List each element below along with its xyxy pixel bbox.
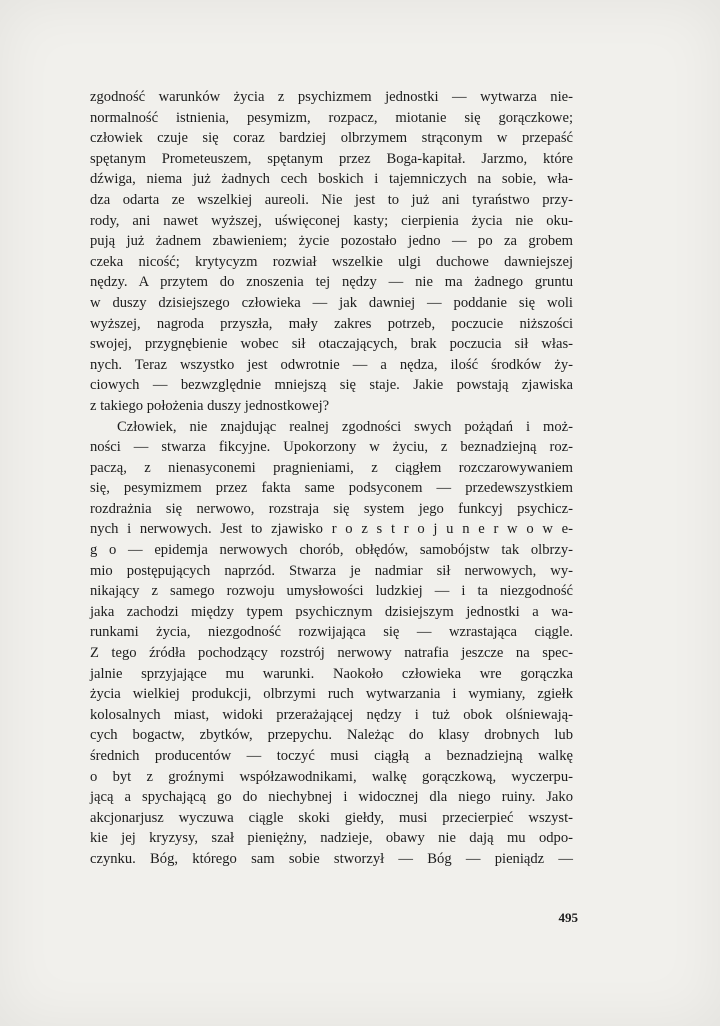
text-line: g o — epidemja nerwowych chorób, obłędów, samobójstw tak olbrzy- — [90, 542, 573, 559]
page-number: 495 — [558, 910, 578, 925]
text-line: kie jej kryzysy, szał pieniężny, nadzieje, obawy nie dają mu odpo- — [90, 830, 573, 847]
text-line: w duszy dzisiejszego człowieka — jak dawniej — poddanie się woli — [90, 294, 573, 311]
text-line: nędzy. A przytem do znoszenia tej nędzy — nie ma żadnego gruntu — [90, 274, 573, 291]
text-line: jaka zachodzi między typem psychicznym dzisiejszym jednostki a wa- — [90, 603, 573, 620]
text-line: się, pesymizmem przez fakta same podsyconem — przedewszystkiem — [90, 480, 573, 497]
text-line: Z tego źródła pochodzący rozstrój nerwowy natrafia jeszcze na spec- — [90, 645, 573, 662]
text-line: dźwiga, niema już żadnych cech boskich i tajemniczych na sobie, wła- — [90, 171, 573, 188]
text-line: zgodność warunków życia z psychizmem jednostki — wytwarza nie- — [90, 89, 573, 105]
text-line: mio postępujących naprzód. Stwarza je nadmiar sił nerwowych, wy- — [90, 562, 573, 579]
text-line: o byt z groźnymi współzawodnikami, walkę gorączkową, wyczerpu- — [90, 768, 573, 785]
text-line: rozdrażnia się nerwowo, rozstraja się system jego funkcyj psychicz- — [90, 500, 573, 517]
text-line: wyższej, nagroda przyszła, mały zakres potrzeb, poczucie niższości — [90, 315, 573, 332]
text-line: jalnie sprzyjające mu warunki. Naokoło człowieka wre gorączka — [90, 665, 573, 682]
text-line: rody, ani nawet wyższej, uświęconej kasty; cierpienia życia nie oku- — [90, 212, 573, 229]
text-line: pują już żadnem zbawieniem; życie pozostało jedno — po za grobem — [90, 233, 573, 250]
text-line: z takiego położenia duszy jednostkowej? — [90, 397, 330, 414]
text-line: nych. Teraz wszystko jest odwrotnie — a nędza, ilość środków ży- — [90, 356, 573, 373]
text-line: życia wielkiej produkcji, olbrzymi ruch wytwarzania i wymiany, zgiełk — [90, 686, 573, 703]
text-line: średnich producentów — toczyć musi ciągłą a beznadziejną walkę — [90, 748, 573, 764]
body-text — [90, 87, 573, 870]
text-line: runkami życia, niezgodność rozwijająca się — wzrastająca ciągle. — [90, 624, 573, 641]
text-line: dza odarta ze wszelkiej aureoli. Nie jest to już ani tyraństwo przy- — [90, 191, 573, 208]
text-line: nych i nerwowych. Jest to zjawisko r o z s t r o j u n e r w o w e- — [90, 521, 573, 538]
text-line: jącą a spychającą go do niechybnej i widocznej dla niego ruiny. Jako — [90, 789, 573, 806]
text-line: normalność istnienia, pesymizm, rozpacz, miotanie się gorączkowe; — [90, 109, 573, 126]
text-line: czeka nicość; krytycyzm rozwiał wszelkie ulgi duchowe dawniejszej — [90, 253, 573, 270]
text-line: akcjonarjusz wyczuwa ciągle skoki giełdy, musi przecierpieć wszyst- — [90, 809, 573, 826]
text-line: czynku. Bóg, którego sam sobie stworzył — Bóg — pieniądz — — [90, 850, 573, 867]
text-line: człowiek czuje się coraz bardziej olbrzymem strąconym w przepaść — [90, 130, 573, 147]
text-line: nikający z samego rozwoju umysłowości ludzkiej — i ta niezgodność — [90, 583, 573, 600]
text-line: cych bogactw, zbytków, przepychu. Należąc do klasy drobnych lub — [90, 727, 573, 744]
text-line: ności — stwarza fikcyjne. Upokorzony w życiu, z beznadziejną roz- — [90, 439, 573, 456]
text-line: swojej, przygnębienie wobec sił otaczających, brak poczucia sił włas- — [90, 336, 573, 353]
text-line: ciowych — bezwzględnie mniejszą się staje. Jakie powstają zjawiska — [90, 377, 573, 394]
text-line: spętanym Prometeuszem, spętanym przez Boga-kapitał. Jarzmo, które — [90, 150, 573, 167]
text-line: kolosalnych miast, widoki przerażającej nędzy i tuż obok olśniewają- — [90, 706, 573, 723]
text-line: paczą, z nienasyconemi pragnieniami, z ciągłem rozczarowywaniem — [90, 459, 573, 476]
text-line: Człowiek, nie znajdując realnej zgodności swych pożądań i moż- — [117, 418, 573, 435]
